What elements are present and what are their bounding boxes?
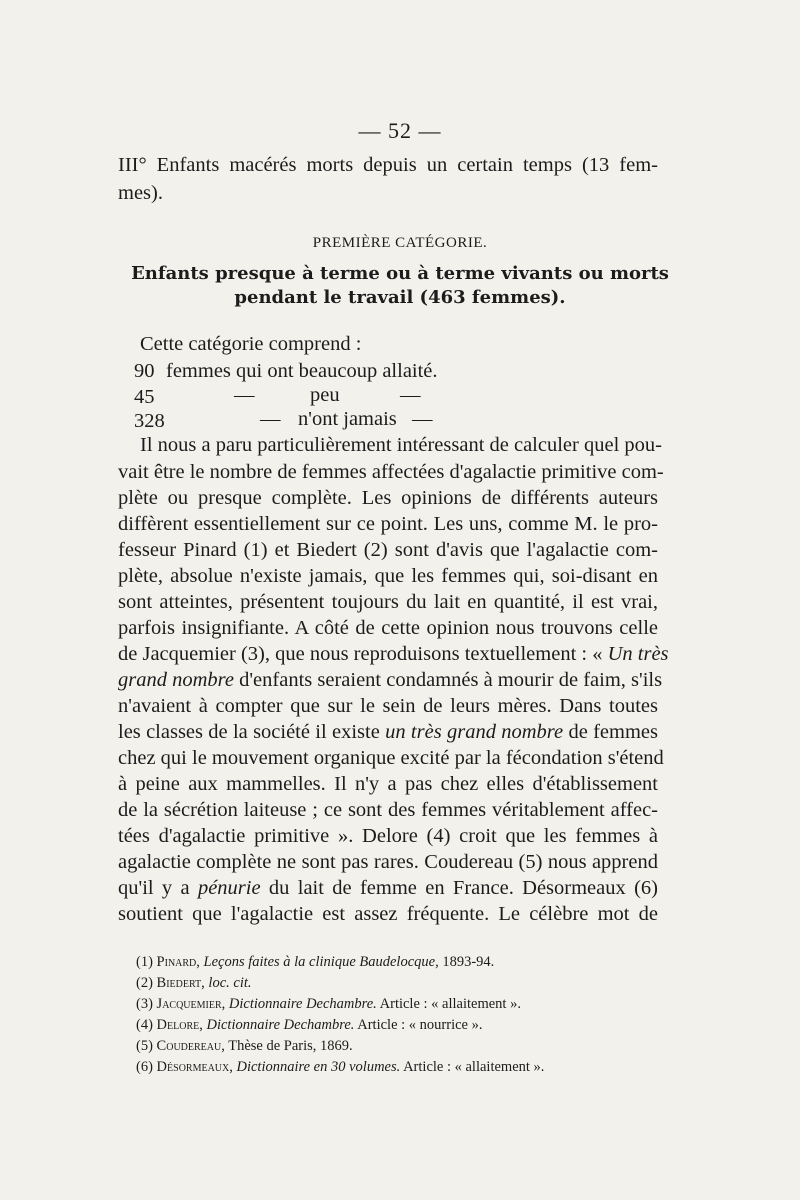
penurie-line [118,877,658,900]
footnote-5-rest: Thèse de Paris, 1869. [224,1038,353,1054]
body2-line-2: à peine aux mammelles. Il n'y a pas chez elles d'établissement [118,773,658,795]
quote-line-1 [118,643,669,666]
footnote-1-title: Leçons faites à la clinique Baudelocque, [203,954,439,970]
footnote-4 [136,1017,482,1034]
quote-line-4-text-b: de femmes [563,721,658,743]
footnote-4-num: (4) [136,1017,153,1033]
penurie-italic: pénurie [197,877,261,899]
body-line-7: sont atteintes, présentent toujours du lait en quantité, il est vrai, [118,591,658,613]
footnote-6-num: (6) [136,1059,153,1075]
group-3-word: n'ont jamais [298,408,397,430]
body-line-3: plète ou presque complète. Les opinions de différents auteurs [118,487,658,509]
body2-line-1: chez qui le mouvement organique excité par la fécondation s'étend [118,747,664,769]
footnote-3 [136,996,521,1013]
footnote-1 [136,954,494,971]
footnote-1-rest: 1893-94. [438,954,495,970]
group-3-count: 328 [134,410,165,432]
footnote-6-author: Désormeaux, [156,1059,233,1075]
footnote-3-title: Dictionnaire Dechambre. [228,996,377,1012]
intro-line-1: III° Enfants macérés morts depuis un certain temps (13 fem- [118,154,658,176]
quote-line-2-text: d'enfants seraient condamnés à mourir de faim, s'ils [233,669,663,691]
footnote-3-num: (3) [136,996,153,1012]
footnote-1-num: (1) [136,954,153,970]
category-label: PREMIÈRE CATÉGORIE. [312,235,488,251]
group-2-word: peu [310,384,340,406]
body-line-6: plète, absolue n'existe jamais, que les femmes qui, soi-disant en [118,565,658,587]
category-title-line-1: Enfants presque à terme ou à terme vivants ou morts [131,263,669,284]
body-line-2: vait être le nombre de femmes affectées d'agalactie primitive com- [118,461,664,483]
footnote-6-rest: Article : « allaitement ». [400,1059,545,1075]
category-title-line-2: pendant le travail (463 femmes). [234,287,566,308]
body-line-5: fesseur Pinard (1) et Biedert (2) sont d'avis que l'agalactie com- [118,539,658,561]
quote-line-4-italic: un très grand nombre [385,721,564,743]
footnote-2 [136,975,252,992]
footnote-6 [136,1059,544,1076]
footnote-2-author: Biedert, [156,975,205,991]
last-line: soutient que l'agalactie est assez fréquente. Le célèbre mot de [118,903,658,925]
quote-line-2-italic: grand nombre [118,669,234,691]
footnote-3-author: Jacquemier, [156,996,226,1012]
body-line-1: Il nous a paru particulièrement intéressant de calculer quel pou- [140,434,662,456]
group-2-count: 45 [134,386,155,408]
footnote-2-num: (2) [136,975,153,991]
footnote-4-title: Dictionnaire Dechambre. [206,1017,355,1033]
quote-line-4-text-a: les classes de la société il existe [118,721,386,743]
quote-line-2 [118,669,663,692]
group-1-count: 90 [134,360,155,382]
page-number: — 52 — [358,118,442,143]
group-1-text: femmes qui ont beaucoup allaité. [166,360,438,382]
footnote-1-author: Pinard, [156,954,200,970]
body2-line-5: agalactie complète ne sont pas rares. Coudereau (5) nous apprend [118,851,658,873]
group-2-dash-1: — [234,384,255,406]
group-3-dash-2: — [412,408,433,430]
group-2-dash-2: — [400,384,421,406]
comprend-line: Cette catégorie comprend : [140,333,362,355]
footnote-4-rest: Article : « nourrice ». [354,1017,483,1033]
group-3-dash-1: — [260,408,281,430]
body-line-8: parfois insignifiante. A côté de cette opinion nous trouvons celle [118,617,658,639]
quote-line-1-italic: Un très [607,643,669,665]
penurie-line-text-b: du lait de femme en France. Désormeaux (6) [260,877,658,899]
body-line-4: diffèrent essentiellement sur ce point. Les uns, comme M. le pro- [118,513,658,535]
quote-line-4 [118,721,658,744]
footnote-5 [136,1038,353,1055]
body2-line-4: tées d'agalactie primitive ». Delore (4) croit que les femmes à [118,825,658,847]
quote-line-1-text: de Jacquemier (3), que nous reproduisons textuellement : « [118,643,608,665]
footnote-4-author: Delore, [156,1017,203,1033]
footnote-6-title: Dictionnaire en 30 volumes. [236,1059,401,1075]
footnote-5-author: Coudereau, [156,1038,225,1054]
footnote-5-num: (5) [136,1038,153,1054]
footnote-3-rest: Article : « allaitement ». [376,996,521,1012]
footnote-2-title: loc. cit. [208,975,252,991]
quote-line-3: n'avaient à compter que sur le sein de leurs mères. Dans toutes [118,695,658,717]
body2-line-3: de la sécrétion laiteuse ; ce sont des femmes véritablement affec- [118,799,658,821]
penurie-line-text-a: qu'il y a [118,877,198,899]
intro-line-2: mes). [118,182,163,204]
